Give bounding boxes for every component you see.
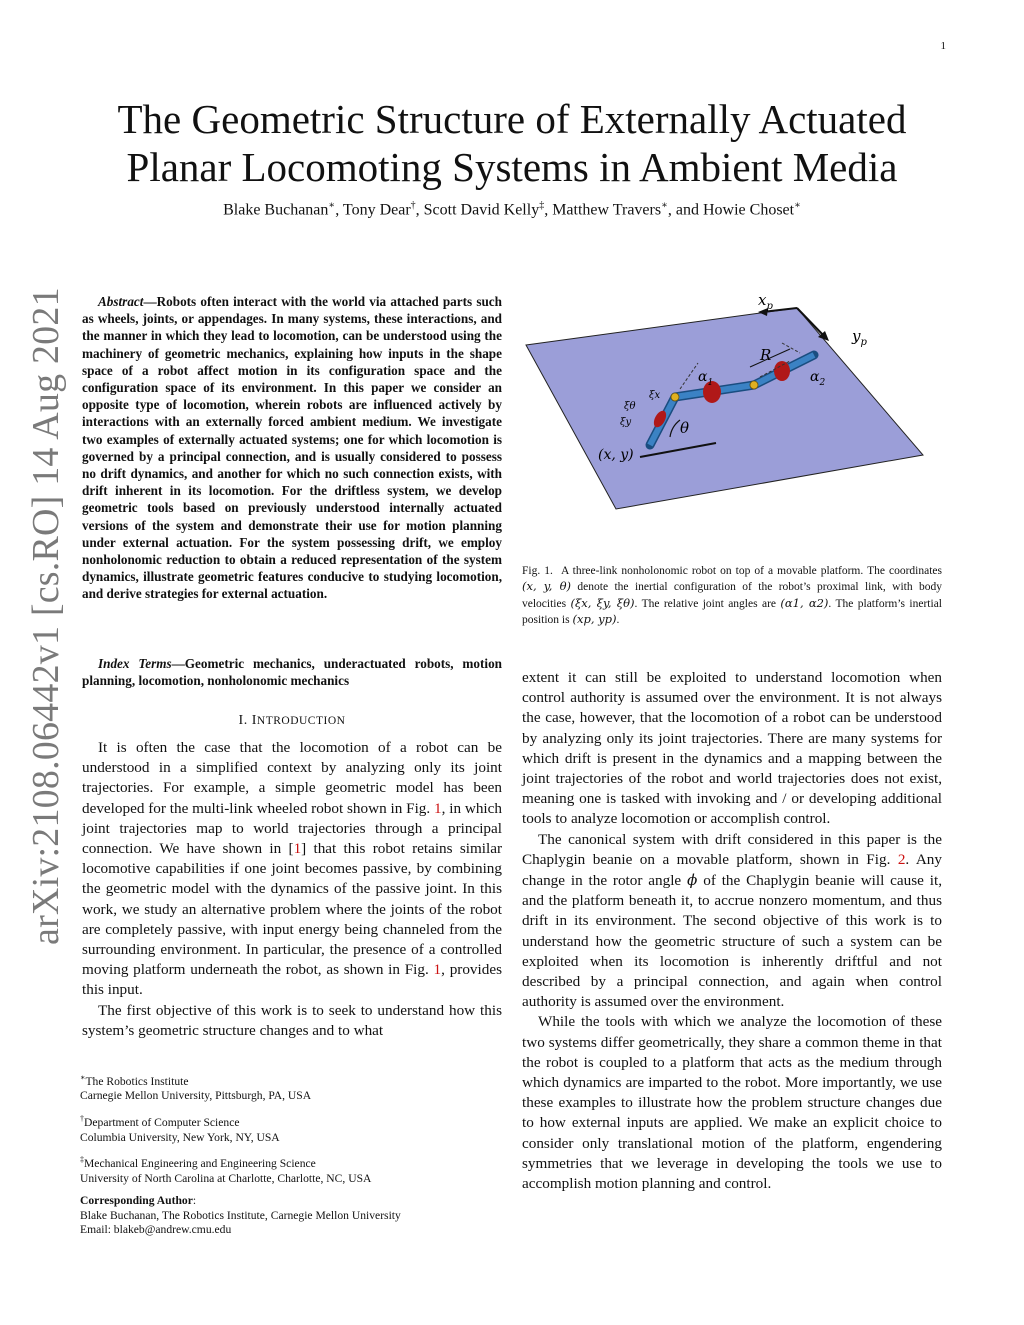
paragraph: extent it can still be exploited to understand locomotion when control authority is assumed over the environment. It is not always the case, however, that the locomotion of a robot can be understood by analyzing only its joint trajectories. There are many systems for which drift is present in the dynamics and a mapping between the joint trajectories of the robot and world trajectories does not exist, meaning one is tasked with invoking and / or developing additional tools to analyze locomotion or accomplish control. bbox=[522, 669, 942, 828]
footnote-1 bbox=[80, 1071, 500, 1104]
label-text: α bbox=[698, 369, 708, 385]
caption-math: (x, y, θ) bbox=[522, 579, 572, 594]
text-run: , provides this input. bbox=[82, 961, 502, 999]
footnotes bbox=[80, 1071, 500, 1246]
text-run: of the Chaplygin beanie will cause it, and the platform beneath it, to accrue nonzero momentum, and thus drift in its environment. The second objective of this work is to understand how the geometric structure of such a system can be exploited when its locomotion is inherently driftful and not described by a principal connection, and again when control authority is assumed over the environment. bbox=[522, 872, 942, 1011]
abstract-text: Robots often interact with the world via attached parts such as wheels, joints, or appendages. In many systems, these interactions, and the manner in which they lead to locomotion, can be understood using the machinery of geometric mechanics, explaining how inputs in the shape space of a robot affect motion in its configuration space and the configuration space of its environment. In this paper we consider an opposite type of locomotion, wherein robots are influenced actively by interactions with an externally forced ambient medium. We investigate two examples of externally actuated systems; one for which locomotion is governed by a principal connection, and is usually considered to possess no drift dynamics, and another for which no such connection exists, with drift inherent in its locomotion. For the driftless system, we develop geometric tools based on previously understood internally actuated versions of the system and demonstrate their use for motion planning under external actuation. For the system possessing drift, we employ nonholonomic reduction to obtain a reduced representation of the system dynamics, illustrate geometric features conducive to studying locomotion, and derive strategies for external actuation. bbox=[82, 294, 502, 602]
label-xp bbox=[758, 291, 773, 312]
joint bbox=[671, 393, 679, 401]
text-run: The canonical system with drift considered in this paper is the Chaplygin beanie on a movable platform, shown in Fig. bbox=[522, 830, 942, 868]
text-run: . Any change in the rotor angle bbox=[522, 850, 942, 890]
footnote-line: Mechanical Engineering and Engineering Science bbox=[84, 1156, 316, 1170]
paragraph: While the tools with which we analyze the locomotion of these two systems differ geometrically, they share a common theme in that the robot is coupled to a platform that acts as the medium through which dynamics are imparted to the robot. More importantly, we use these examples to illustrate how the problem structure changes due to how external inputs are applied. We make an explicit choice to consider only translational motion of the platform, engendering symmetries that we leverage in developing the tools we use to accomplish motion planning and control. bbox=[522, 1013, 942, 1193]
paragraph bbox=[522, 830, 942, 1013]
introduction-text bbox=[82, 738, 502, 1041]
author-list bbox=[80, 200, 944, 219]
index-terms bbox=[82, 655, 502, 689]
affil-mark: † bbox=[410, 200, 416, 211]
footnote-line: Department of Computer Science bbox=[84, 1115, 240, 1129]
footnote-line: Blake Buchanan, The Robotics Institute, Carnegie Mellon University bbox=[80, 1208, 401, 1222]
caption-math: (xp, yp) bbox=[572, 612, 617, 627]
figure-ref-link[interactable]: 1 bbox=[433, 961, 442, 979]
joint bbox=[750, 381, 758, 389]
footnote-line: Carnegie Mellon University, Pittsburgh, PA, USA bbox=[80, 1089, 312, 1103]
index-terms-text: Geometric mechanics, underactuated robots, motion planning, locomotion, nonholonomic mechanics bbox=[82, 656, 502, 689]
section-title-initial: I bbox=[251, 713, 257, 728]
page-number: 1 bbox=[940, 40, 946, 52]
author-2: Tony Dear bbox=[342, 201, 411, 219]
label-xi-y: ξy bbox=[620, 417, 632, 428]
abstract bbox=[82, 293, 502, 603]
label-text: y bbox=[852, 327, 861, 345]
label-yp bbox=[851, 327, 867, 348]
text-run: It is often the case that the locomotion of a robot can be understood in a simplified context by analyzing only its joint trajectories. For example, a simple geometric model has been developed for the multi-link wheeled robot shown in Fig. bbox=[82, 739, 502, 817]
figure-ref-link[interactable]: 1 bbox=[434, 799, 442, 817]
figure-1 bbox=[520, 285, 940, 535]
email-text: Email: blakeb@andrew.cmu.edu bbox=[80, 1223, 232, 1237]
caption-text: A three-link nonholonomic robot on top of a movable platform. The coordinates bbox=[560, 565, 942, 577]
title-line-2: Planar Locomoting Systems in Ambient Media bbox=[126, 144, 898, 190]
corresponding-label: Corresponding Author bbox=[80, 1194, 193, 1208]
label-theta: θ bbox=[680, 419, 690, 437]
footnote-line: The Robotics Institute bbox=[85, 1074, 189, 1088]
affil-mark: ∗ bbox=[794, 200, 801, 211]
label-sub: 2 bbox=[819, 378, 826, 388]
caption-text: . The relative joint angles are bbox=[634, 597, 781, 610]
author-4: Matthew Travers bbox=[552, 201, 662, 219]
caption-text: denote the inertial configuration of the robot’s proximal link, with body velocities bbox=[522, 581, 942, 610]
separator: , bbox=[415, 201, 424, 219]
index-terms-label: Index Terms bbox=[98, 656, 172, 671]
caption-text: . The platform’s inertial position is bbox=[522, 597, 942, 627]
caption-math: (α1, α2) bbox=[780, 595, 829, 610]
figure-caption bbox=[522, 564, 942, 629]
footnote-2 bbox=[80, 1112, 500, 1145]
footnote-mark: ∗ bbox=[80, 1073, 86, 1082]
caption-label: Fig. 1. bbox=[522, 565, 553, 577]
index-terms-dash: — bbox=[171, 656, 185, 671]
section-numeral: I. bbox=[238, 713, 252, 728]
paper-title bbox=[80, 95, 944, 191]
label-text: x bbox=[758, 291, 767, 309]
author-3: Scott David Kelly bbox=[423, 201, 540, 219]
figure-ref-link[interactable]: 2 bbox=[897, 850, 906, 868]
footnote-mark: † bbox=[80, 1114, 84, 1124]
caption-math: (ξx, ξy, ξθ) bbox=[570, 595, 635, 610]
right-column-text bbox=[522, 668, 942, 1194]
footnote-colon: : bbox=[192, 1194, 197, 1208]
abstract-dash: — bbox=[143, 294, 157, 309]
paragraph bbox=[82, 738, 502, 1001]
wheel bbox=[774, 361, 790, 381]
footnote-line: University of North Carolina at Charlotte, Charlotte, NC, USA bbox=[80, 1171, 372, 1185]
label-sub: 1 bbox=[707, 378, 714, 388]
text-run: ] that this robot retains similar locomotive capabilities if one joint becomes passive, by combining the geometric model with the dynamics of the passive joint. In this work, we study an alternative problem where the joints of the robot are completely passive, with input energy being channeled from the surrounding environment. In particular, the presence of a controlled moving platform underneath the robot, as shown in Fig. bbox=[82, 840, 502, 979]
math-symbol: ϕ bbox=[687, 871, 698, 890]
affil-mark: ∗ bbox=[661, 200, 668, 211]
label-text: α bbox=[810, 369, 820, 385]
footnote-line: Columbia University, New York, NY, USA bbox=[80, 1130, 280, 1144]
label-xi-x: ξx bbox=[649, 390, 661, 401]
label-sub: p bbox=[860, 337, 867, 348]
section-title-rest: NTRODUCTION bbox=[256, 715, 346, 727]
robot-platform-diagram bbox=[520, 285, 940, 535]
separator: , bbox=[335, 201, 343, 219]
label-xi-theta: ξθ bbox=[624, 401, 636, 412]
section-heading bbox=[82, 713, 502, 729]
affil-mark: ∗ bbox=[328, 200, 336, 211]
label-sub: p bbox=[766, 301, 773, 312]
text-run: , in which joint trajectories map to world trajectories through a principal connection. We have shown in [ bbox=[82, 799, 502, 858]
label-r: R bbox=[760, 346, 772, 364]
separator: , and bbox=[667, 201, 703, 219]
author-1: Blake Buchanan bbox=[223, 201, 329, 219]
abstract-label: Abstract bbox=[98, 294, 144, 309]
citation-link[interactable]: 1 bbox=[293, 840, 302, 858]
caption-text: . bbox=[616, 614, 620, 627]
paragraph: The first objective of this work is to seek to understand how this system’s geometric structure changes and to what bbox=[82, 1001, 502, 1039]
separator: , bbox=[544, 201, 553, 219]
author-5: Howie Choset bbox=[703, 201, 795, 219]
footnote-3 bbox=[80, 1153, 500, 1186]
title-line-1: The Geometric Structure of Externally Actuated bbox=[117, 96, 907, 142]
arxiv-identifier: arXiv:2108.06442v1 [cs.RO] 14 Aug 2021 bbox=[25, 287, 67, 945]
label-xy: (x, y) bbox=[598, 447, 634, 463]
footnote-mark: ‡ bbox=[80, 1155, 84, 1165]
affil-mark: ‡ bbox=[539, 200, 545, 211]
corresponding-author bbox=[80, 1194, 500, 1238]
